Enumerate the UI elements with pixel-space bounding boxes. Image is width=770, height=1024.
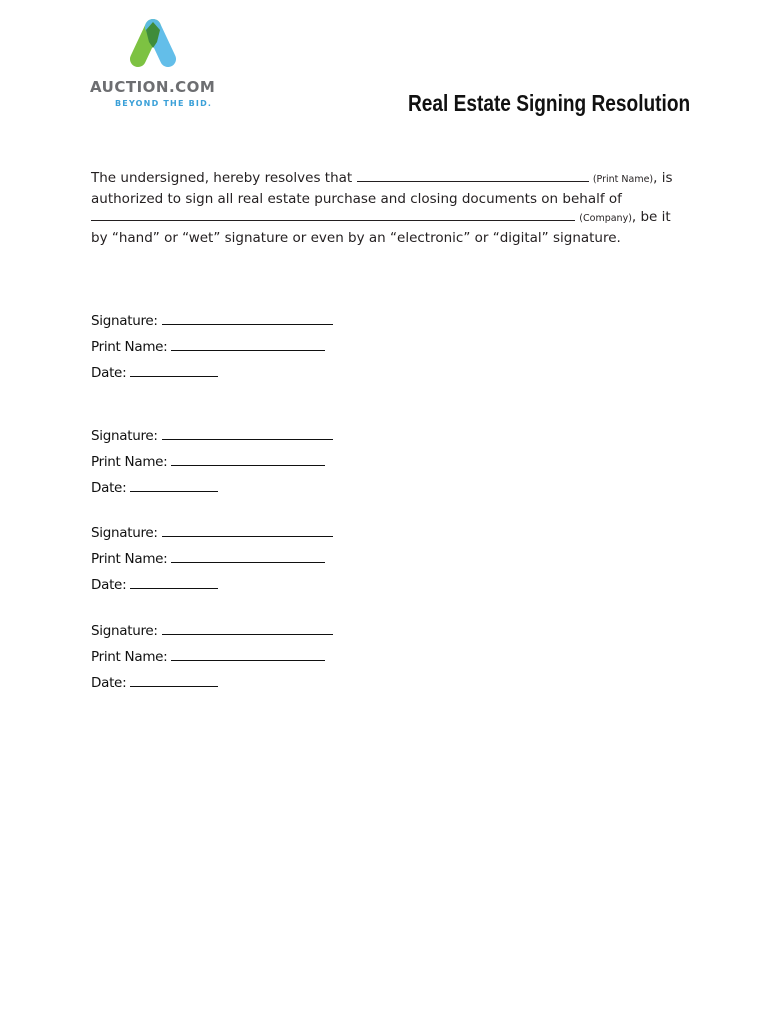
- print-name-line[interactable]: [171, 450, 325, 466]
- date-label: Date:: [91, 675, 127, 691]
- signature-block-4: [91, 618, 333, 696]
- document-title: Real Estate Signing Resolution: [408, 90, 691, 116]
- date-label: Date:: [91, 365, 127, 381]
- date-line[interactable]: [130, 671, 218, 687]
- print-name-label: Print Name:: [91, 551, 168, 567]
- signature-block-3: [91, 520, 333, 598]
- date-line[interactable]: [130, 573, 218, 589]
- signature-row: [91, 520, 333, 546]
- signature-label: Signature:: [91, 525, 158, 541]
- signature-line[interactable]: [162, 309, 333, 325]
- print-name-line[interactable]: [171, 645, 325, 661]
- paragraph-line-3: [91, 208, 681, 229]
- paragraph-intro: The undersigned, hereby resolves that: [91, 170, 353, 186]
- signature-label: Signature:: [91, 428, 158, 444]
- print-name-line[interactable]: [171, 547, 325, 563]
- date-label: Date:: [91, 480, 127, 496]
- signature-line[interactable]: [162, 424, 333, 440]
- print-name-label: Print Name:: [91, 454, 168, 470]
- print-name-row: [91, 334, 333, 360]
- resolution-paragraph: [91, 169, 681, 247]
- date-line[interactable]: [130, 476, 218, 492]
- date-row: [91, 670, 333, 696]
- signature-line[interactable]: [162, 619, 333, 635]
- date-row: [91, 360, 333, 386]
- paragraph-line-2: authorized to sign all real estate purchase and closing documents on behalf of: [91, 190, 622, 207]
- company-note: (Company): [579, 213, 632, 224]
- date-row: [91, 475, 333, 501]
- print-name-label: Print Name:: [91, 649, 168, 665]
- signature-label: Signature:: [91, 313, 158, 329]
- signature-row: [91, 618, 333, 644]
- signature-row: [91, 423, 333, 449]
- paragraph-line-1: [91, 169, 681, 190]
- paragraph-line3-tail: , be it: [631, 209, 671, 225]
- paragraph-line-4: by “hand” or “wet” signature or even by an “electronic” or “digital” signature.: [91, 229, 621, 246]
- company-blank[interactable]: [91, 209, 575, 221]
- auction-a-mark-icon: [124, 18, 182, 68]
- signature-block-1: [91, 308, 333, 386]
- signature-line[interactable]: [162, 521, 333, 537]
- signature-block-2: [91, 423, 333, 501]
- date-line[interactable]: [130, 361, 218, 377]
- print-name-row: [91, 449, 333, 475]
- auction-logo: [90, 18, 220, 110]
- signature-label: Signature:: [91, 623, 158, 639]
- signature-row: [91, 308, 333, 334]
- logo-tagline: BEYOND THE BID.: [115, 99, 213, 108]
- logo-wordmark: AUCTION.COM: [90, 78, 216, 96]
- print-name-blank[interactable]: [357, 170, 589, 182]
- print-name-row: [91, 644, 333, 670]
- print-name-label: Print Name:: [91, 339, 168, 355]
- date-label: Date:: [91, 577, 127, 593]
- print-name-note: (Print Name): [592, 174, 654, 185]
- paragraph-line1-tail: , is: [653, 170, 673, 186]
- date-row: [91, 572, 333, 598]
- print-name-line[interactable]: [171, 335, 325, 351]
- print-name-row: [91, 546, 333, 572]
